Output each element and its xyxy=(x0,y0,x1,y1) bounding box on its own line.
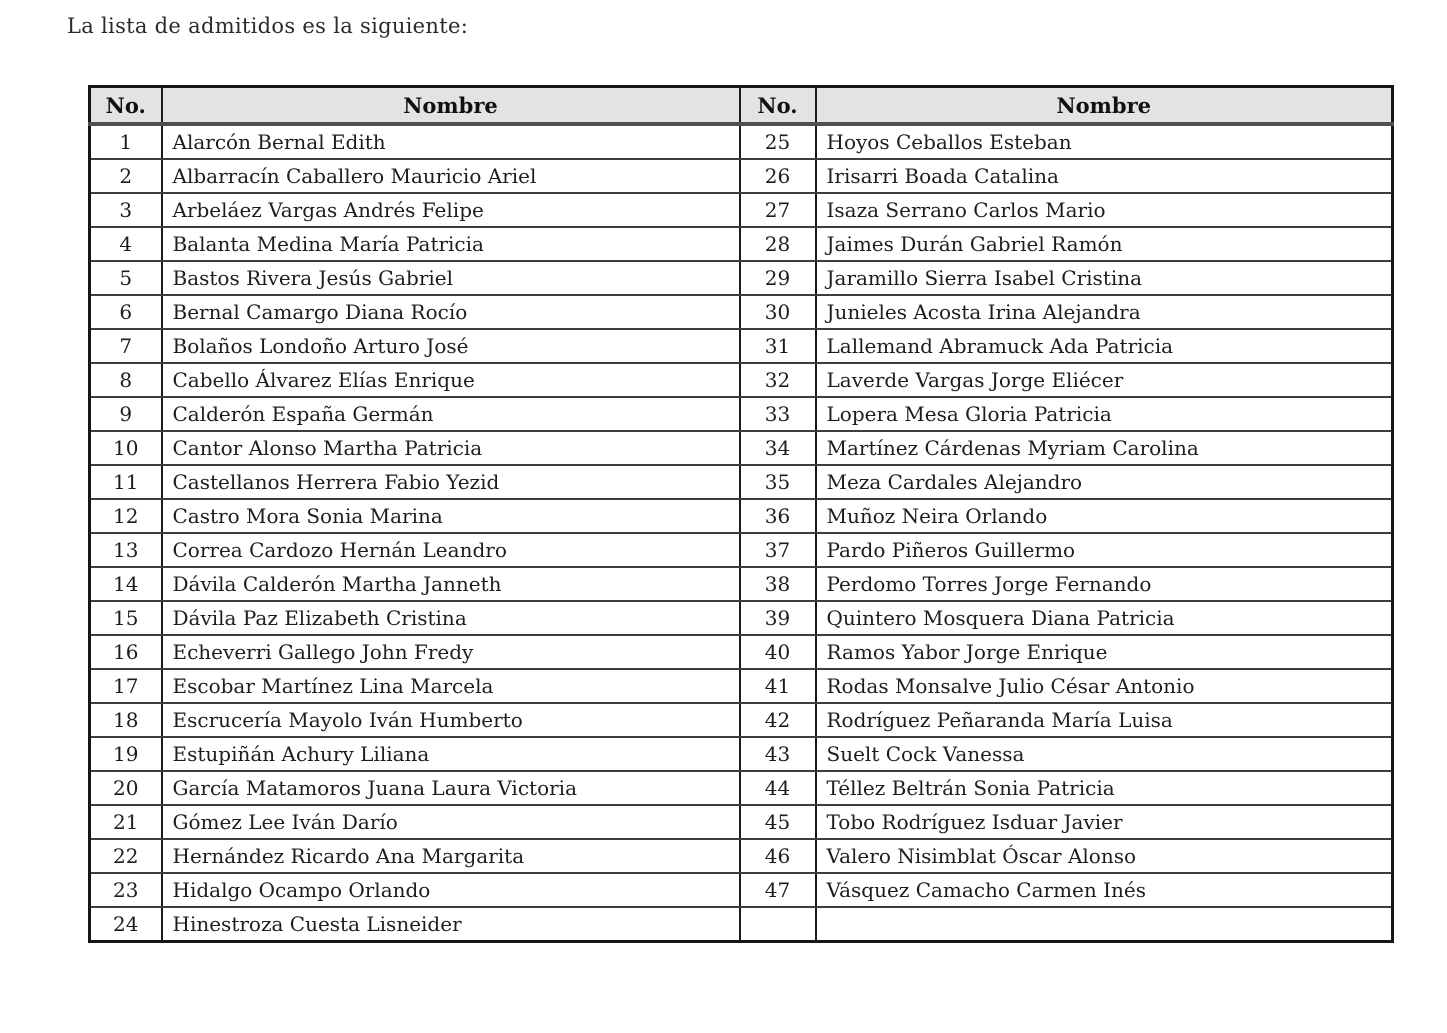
table-header-row xyxy=(90,87,1393,125)
row-number-cell-left: 5 xyxy=(90,261,162,295)
table-row xyxy=(90,635,1393,669)
table-row xyxy=(90,669,1393,703)
name-cell-right: Perdomo Torres Jorge Fernando xyxy=(816,567,1393,601)
name-cell-left: Echeverri Gallego John Fredy xyxy=(162,635,740,669)
row-number-cell-left: 15 xyxy=(90,601,162,635)
name-cell-right: Lopera Mesa Gloria Patricia xyxy=(816,397,1393,431)
name-cell-right: Junieles Acosta Irina Alejandra xyxy=(816,295,1393,329)
name-cell-right xyxy=(816,907,1393,942)
name-cell-right: Muñoz Neira Orlando xyxy=(816,499,1393,533)
row-number-cell-right: 41 xyxy=(740,669,816,703)
row-number-cell-left: 9 xyxy=(90,397,162,431)
table-row xyxy=(90,567,1393,601)
name-cell-left: Albarracín Caballero Mauricio Ariel xyxy=(162,159,740,193)
table-body xyxy=(90,124,1393,942)
row-number-cell-right: 47 xyxy=(740,873,816,907)
name-cell-left: Gómez Lee Iván Darío xyxy=(162,805,740,839)
row-number-cell-left: 8 xyxy=(90,363,162,397)
name-cell-left: Castellanos Herrera Fabio Yezid xyxy=(162,465,740,499)
name-cell-left: Bastos Rivera Jesús Gabriel xyxy=(162,261,740,295)
name-cell-left: Cantor Alonso Martha Patricia xyxy=(162,431,740,465)
row-number-cell-left: 2 xyxy=(90,159,162,193)
row-number-cell-right: 37 xyxy=(740,533,816,567)
name-cell-left: Bernal Camargo Diana Rocío xyxy=(162,295,740,329)
row-number-cell-left: 1 xyxy=(90,124,162,159)
table-row xyxy=(90,533,1393,567)
row-number-cell-right: 43 xyxy=(740,737,816,771)
row-number-cell-left: 21 xyxy=(90,805,162,839)
row-number-cell-left: 24 xyxy=(90,907,162,942)
row-number-cell-right: 44 xyxy=(740,771,816,805)
column-header-nombre-right: Nombre xyxy=(816,87,1393,125)
row-number-cell-right: 33 xyxy=(740,397,816,431)
name-cell-right: Rodas Monsalve Julio César Antonio xyxy=(816,669,1393,703)
name-cell-left: Castro Mora Sonia Marina xyxy=(162,499,740,533)
row-number-cell-right: 32 xyxy=(740,363,816,397)
name-cell-right: Martínez Cárdenas Myriam Carolina xyxy=(816,431,1393,465)
row-number-cell-left: 19 xyxy=(90,737,162,771)
table-row xyxy=(90,295,1393,329)
row-number-cell-left: 6 xyxy=(90,295,162,329)
name-cell-left: Balanta Medina María Patricia xyxy=(162,227,740,261)
name-cell-right: Meza Cardales Alejandro xyxy=(816,465,1393,499)
row-number-cell-right: 31 xyxy=(740,329,816,363)
name-cell-left: García Matamoros Juana Laura Victoria xyxy=(162,771,740,805)
row-number-cell-left: 13 xyxy=(90,533,162,567)
row-number-cell-right: 36 xyxy=(740,499,816,533)
name-cell-right: Téllez Beltrán Sonia Patricia xyxy=(816,771,1393,805)
table-row xyxy=(90,839,1393,873)
row-number-cell-left: 7 xyxy=(90,329,162,363)
name-cell-left: Escobar Martínez Lina Marcela xyxy=(162,669,740,703)
name-cell-right: Valero Nisimblat Óscar Alonso xyxy=(816,839,1393,873)
name-cell-right: Tobo Rodríguez Isduar Javier xyxy=(816,805,1393,839)
name-cell-right: Vásquez Camacho Carmen Inés xyxy=(816,873,1393,907)
row-number-cell-left: 20 xyxy=(90,771,162,805)
table-row xyxy=(90,329,1393,363)
name-cell-right: Laverde Vargas Jorge Eliécer xyxy=(816,363,1393,397)
name-cell-left: Estupiñán Achury Liliana xyxy=(162,737,740,771)
row-number-cell-left: 22 xyxy=(90,839,162,873)
admitted-table-container xyxy=(88,85,1394,943)
table-row xyxy=(90,601,1393,635)
row-number-cell-right: 46 xyxy=(740,839,816,873)
row-number-cell-right: 26 xyxy=(740,159,816,193)
name-cell-left: Bolaños Londoño Arturo José xyxy=(162,329,740,363)
name-cell-right: Ramos Yabor Jorge Enrique xyxy=(816,635,1393,669)
row-number-cell-right: 30 xyxy=(740,295,816,329)
name-cell-right: Isaza Serrano Carlos Mario xyxy=(816,193,1393,227)
column-header-nombre-left: Nombre xyxy=(162,87,740,125)
name-cell-left: Hidalgo Ocampo Orlando xyxy=(162,873,740,907)
row-number-cell-right: 45 xyxy=(740,805,816,839)
name-cell-left: Escrucería Mayolo Iván Humberto xyxy=(162,703,740,737)
table-row xyxy=(90,805,1393,839)
row-number-cell-left: 4 xyxy=(90,227,162,261)
row-number-cell-left: 11 xyxy=(90,465,162,499)
name-cell-left: Cabello Álvarez Elías Enrique xyxy=(162,363,740,397)
row-number-cell-left: 3 xyxy=(90,193,162,227)
row-number-cell-right xyxy=(740,907,816,942)
name-cell-right: Jaramillo Sierra Isabel Cristina xyxy=(816,261,1393,295)
row-number-cell-right: 35 xyxy=(740,465,816,499)
table-row xyxy=(90,737,1393,771)
name-cell-right: Lallemand Abramuck Ada Patricia xyxy=(816,329,1393,363)
name-cell-right: Quintero Mosquera Diana Patricia xyxy=(816,601,1393,635)
name-cell-right: Jaimes Durán Gabriel Ramón xyxy=(816,227,1393,261)
name-cell-left: Correa Cardozo Hernán Leandro xyxy=(162,533,740,567)
name-cell-left: Hernández Ricardo Ana Margarita xyxy=(162,839,740,873)
name-cell-right: Pardo Piñeros Guillermo xyxy=(816,533,1393,567)
row-number-cell-left: 18 xyxy=(90,703,162,737)
row-number-cell-left: 23 xyxy=(90,873,162,907)
row-number-cell-right: 27 xyxy=(740,193,816,227)
table-row xyxy=(90,363,1393,397)
row-number-cell-left: 16 xyxy=(90,635,162,669)
row-number-cell-right: 42 xyxy=(740,703,816,737)
table-row xyxy=(90,703,1393,737)
table-row xyxy=(90,465,1393,499)
name-cell-left: Arbeláez Vargas Andrés Felipe xyxy=(162,193,740,227)
table-row xyxy=(90,499,1393,533)
name-cell-right: Rodríguez Peñaranda María Luisa xyxy=(816,703,1393,737)
table-row xyxy=(90,873,1393,907)
row-number-cell-left: 12 xyxy=(90,499,162,533)
table-row xyxy=(90,431,1393,465)
name-cell-right: Irisarri Boada Catalina xyxy=(816,159,1393,193)
intro-text: La lista de admitidos es la siguiente: xyxy=(67,14,469,38)
table-row xyxy=(90,907,1393,942)
name-cell-left: Calderón España Germán xyxy=(162,397,740,431)
row-number-cell-right: 38 xyxy=(740,567,816,601)
table-row xyxy=(90,227,1393,261)
name-cell-left: Alarcón Bernal Edith xyxy=(162,124,740,159)
table-row xyxy=(90,771,1393,805)
name-cell-left: Dávila Paz Elizabeth Cristina xyxy=(162,601,740,635)
column-header-no-right: No. xyxy=(740,87,816,125)
table-row xyxy=(90,261,1393,295)
name-cell-right: Hoyos Ceballos Esteban xyxy=(816,124,1393,159)
row-number-cell-right: 28 xyxy=(740,227,816,261)
name-cell-right: Suelt Cock Vanessa xyxy=(816,737,1393,771)
name-cell-left: Dávila Calderón Martha Janneth xyxy=(162,567,740,601)
table-row xyxy=(90,124,1393,159)
row-number-cell-left: 14 xyxy=(90,567,162,601)
name-cell-left: Hinestroza Cuesta Lisneider xyxy=(162,907,740,942)
column-header-no-left: No. xyxy=(90,87,162,125)
row-number-cell-left: 10 xyxy=(90,431,162,465)
row-number-cell-right: 25 xyxy=(740,124,816,159)
admitted-list-table xyxy=(88,85,1394,943)
row-number-cell-right: 29 xyxy=(740,261,816,295)
row-number-cell-left: 17 xyxy=(90,669,162,703)
row-number-cell-right: 39 xyxy=(740,601,816,635)
table-row xyxy=(90,159,1393,193)
row-number-cell-right: 40 xyxy=(740,635,816,669)
table-row xyxy=(90,397,1393,431)
row-number-cell-right: 34 xyxy=(740,431,816,465)
table-row xyxy=(90,193,1393,227)
